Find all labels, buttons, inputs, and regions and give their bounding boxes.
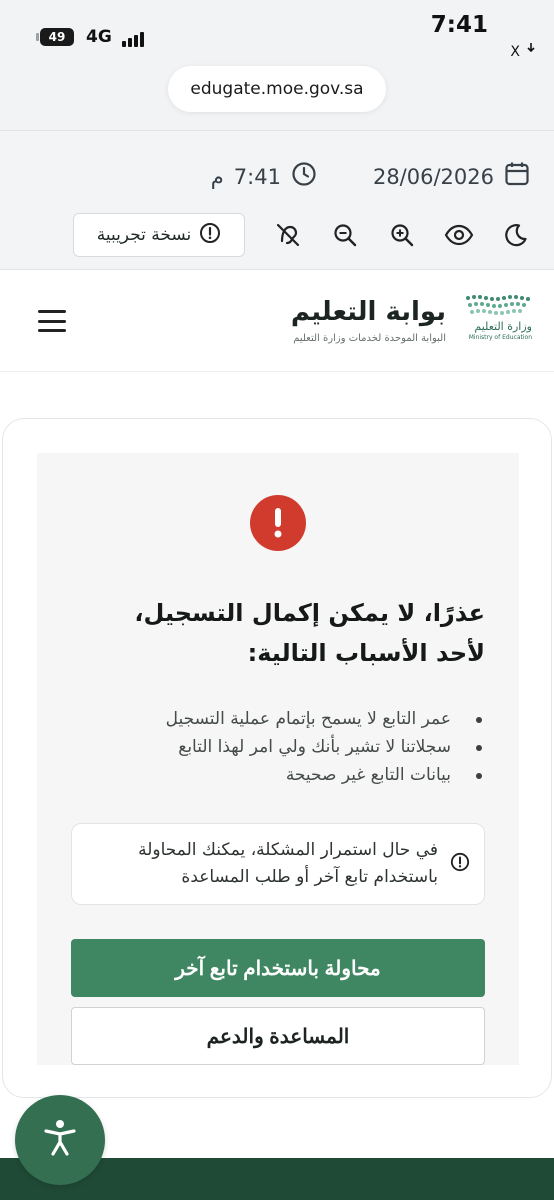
try-another-dependent-button[interactable]: محاولة باستخدام تابع آخر bbox=[71, 939, 485, 997]
url-text: edugate.moe.gov.sa bbox=[190, 79, 364, 99]
portal-subtitle: البوابة الموحدة لخدمات وزارة التعليم bbox=[293, 332, 446, 344]
clock-icon bbox=[291, 161, 317, 192]
network-type: 4G bbox=[86, 27, 112, 47]
menu-icon[interactable] bbox=[38, 310, 66, 332]
address-bar[interactable] bbox=[168, 66, 386, 112]
portal-title: بوابة التعليم bbox=[290, 296, 446, 327]
info-icon bbox=[450, 852, 470, 876]
help-notice-text: في حال استمرار المشكلة، يمكنك المحاولة باستخدام تابع آخر أو طلب المساعدة bbox=[138, 840, 438, 887]
reasons-list bbox=[87, 705, 487, 789]
accessibility-icon bbox=[42, 1118, 78, 1162]
close-icon[interactable] bbox=[526, 42, 536, 58]
beta-version-label: نسخة تجريبية bbox=[96, 225, 192, 245]
voice-off-icon[interactable] bbox=[272, 219, 304, 251]
utility-bar bbox=[0, 130, 554, 270]
accessibility-tools bbox=[73, 213, 532, 257]
site-header bbox=[0, 270, 554, 372]
brand-text bbox=[291, 297, 446, 344]
error-icon bbox=[250, 495, 306, 551]
beta-version-button[interactable] bbox=[73, 213, 245, 257]
accessibility-button[interactable] bbox=[15, 1095, 105, 1185]
error-panel bbox=[37, 453, 519, 1065]
calendar-icon bbox=[504, 161, 530, 192]
help-notice bbox=[71, 823, 485, 905]
zoom-in-icon[interactable] bbox=[386, 219, 418, 251]
moe-logo-arabic: وزارة التعليم bbox=[474, 320, 532, 333]
battery-icon: 49 bbox=[40, 28, 74, 46]
status-time: 7:41 bbox=[430, 12, 488, 38]
zoom-out-icon[interactable] bbox=[329, 219, 361, 251]
battery-indicator bbox=[40, 28, 74, 46]
date-time-row bbox=[211, 161, 530, 192]
list-item: بيانات التابع غير صحيحة bbox=[87, 761, 487, 789]
moe-logo-icon bbox=[462, 292, 532, 318]
status-bar bbox=[0, 0, 554, 130]
error-title: عذرًا، لا يمكن إكمال التسجيل، لأحد الأسباب التالية: bbox=[134, 599, 485, 667]
signal-icon bbox=[122, 29, 144, 47]
eye-icon[interactable] bbox=[443, 219, 475, 251]
moe-logo bbox=[462, 292, 532, 348]
moe-logo-english: Ministry of Education bbox=[468, 334, 532, 341]
brand[interactable] bbox=[291, 292, 532, 348]
help-support-button[interactable]: المساعدة والدعم bbox=[71, 1007, 485, 1065]
error-card bbox=[2, 418, 552, 1098]
time-suffix: م bbox=[210, 164, 224, 189]
moon-icon[interactable] bbox=[500, 219, 532, 251]
list-item: عمر التابع لا يسمح بإتمام عملية التسجيل bbox=[87, 705, 487, 733]
current-time: 7:41 bbox=[233, 164, 281, 189]
close-tab-button[interactable]: X bbox=[510, 44, 520, 60]
info-icon bbox=[199, 222, 221, 249]
list-item: سجلاتنا لا تشير بأنك ولي امر لهذا التابع bbox=[87, 733, 487, 761]
current-date: 28/06/2026 bbox=[372, 164, 494, 189]
